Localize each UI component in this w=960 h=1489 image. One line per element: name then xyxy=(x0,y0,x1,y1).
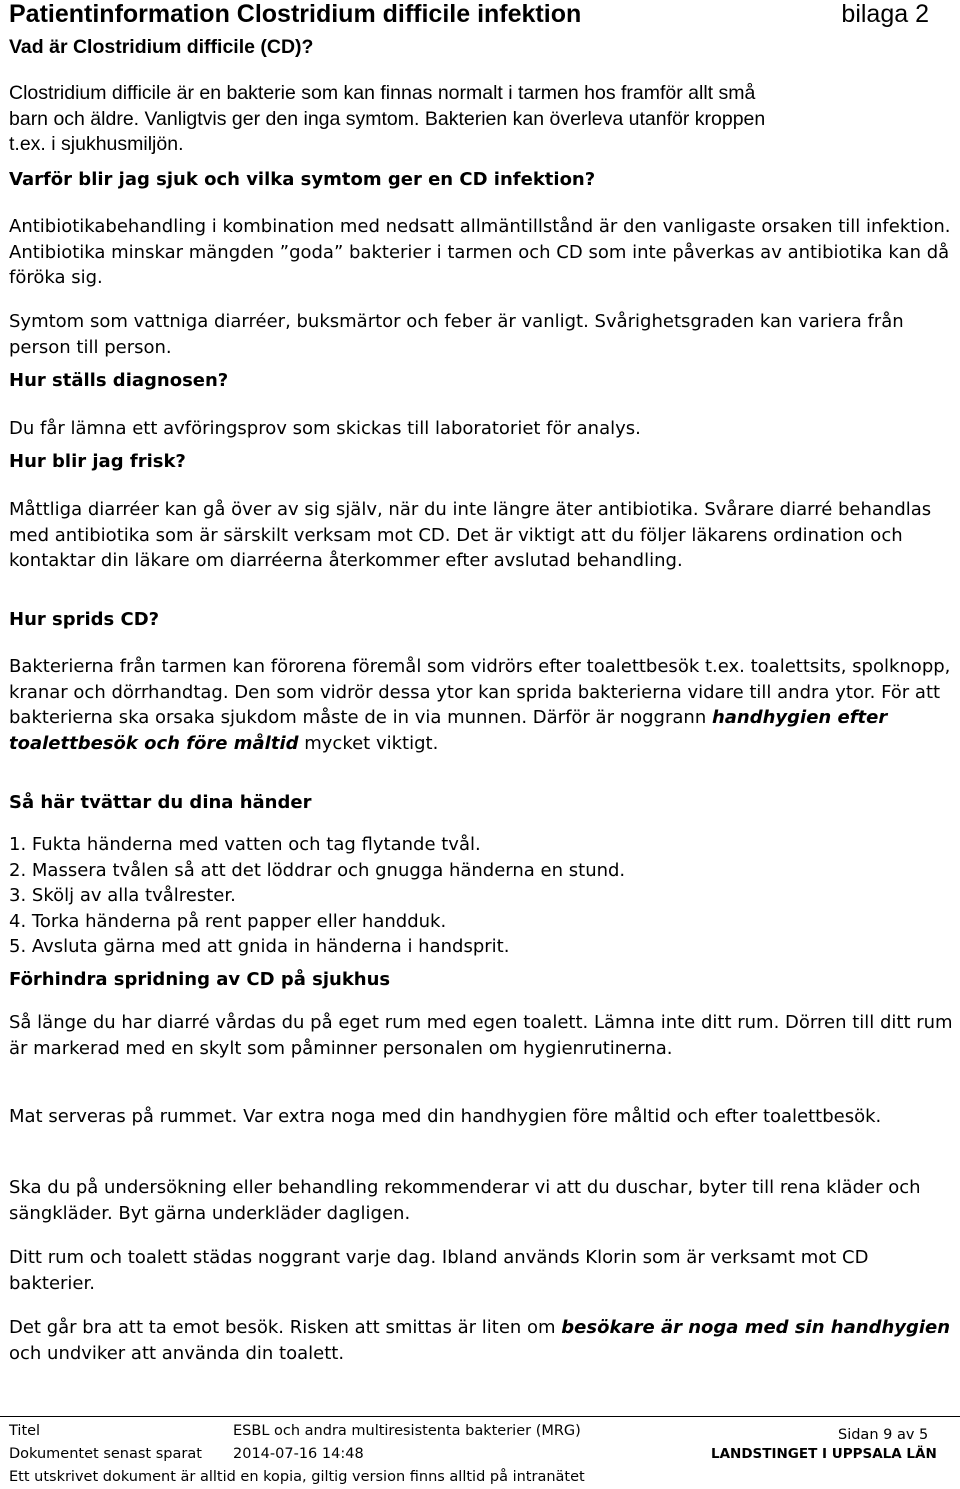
paragraph-line: barn och äldre. Vanligtvis ger den inga symtom. Bakterien kan överleva utanför kroppen xyxy=(9,107,766,130)
list-item: 3. Skölj av alla tvålrester. xyxy=(9,885,236,906)
paragraph-causes: Antibiotikabehandling i kombination med nedsatt allmäntillstånd är den vanligaste orsaken till infektion. Antibiotika minskar mängden ”goda” bakterier i tarmen och CD som inte påverkas av antibiotika kan då föröka sig. xyxy=(9,216,951,288)
attachment-label: bilaga 2 xyxy=(841,0,929,28)
list-item: 2. Massera tvålen så att det löddrar och gnugga händerna en stund. xyxy=(9,859,626,881)
footer-saved-label: Dokumentet senast sparat xyxy=(9,1446,202,1462)
paragraph-recovery: Måttliga diarréer kan gå över av sig själv, när du inte längre äter antibiotika. Svårare diarré behandlas med antibiotika som är särskilt verksam mot CD. Det är viktigt att du följer läkarens ordination och kontaktar din läkare om diarréerna återkommer efter avslutad behandling. xyxy=(9,499,932,571)
list-item: 5. Avsluta gärna med att gnida in händerna i handsprit. xyxy=(9,936,510,957)
handwash-steps xyxy=(9,832,625,960)
heading-why-sick: Varför blir jag sjuk och vilka symtom ger en CD infektion? xyxy=(9,169,596,190)
paragraph-line: Clostridium difficile är en bakterie som kan finnas normalt i tarmen hos framför allt små xyxy=(9,82,756,104)
heading-what-is-cd: Vad är Clostridium difficile (CD)? xyxy=(9,36,314,58)
paragraph-visitors xyxy=(9,1315,954,1366)
paragraph-cleaning: Ditt rum och toalett städas noggrant varje dag. Ibland används Klorin som är verksamt mot CD bakterier. xyxy=(9,1247,869,1294)
footer-saved-value: 2014-07-16 14:48 xyxy=(233,1446,364,1462)
heading-prevent-spread: Förhindra spridning av CD på sjukhus xyxy=(9,969,391,990)
list-item: 1. Fukta händerna med vatten och tag flytande tvål. xyxy=(9,834,481,855)
spread-text: Bakterierna från tarmen kan förorena föremål som vidrörs efter toalettbesök t.ex. toalettsits, spolknopp, kranar och dörrhandtag. Den som vidrör dessa ytor kan sprida bakterierna vidare till andra ytor. För att bakterierna ska orsaka sjukdom måste de in via munnen. Därför är noggrann xyxy=(9,656,951,728)
list-item: 4. Torka händerna på rent papper eller handduk. xyxy=(9,910,447,932)
footer-title-value: ESBL och andra multiresistenta bakterier (MRG) xyxy=(233,1423,581,1439)
visitors-text-end: och undviker att använda din toalett. xyxy=(9,1342,345,1364)
paragraph-spread xyxy=(9,654,954,756)
heading-diagnosis: Hur ställs diagnosen? xyxy=(9,370,229,391)
paragraph-diagnosis: Du får lämna ett avföringsprov som skickas till laboratoriet för analys. xyxy=(9,418,641,439)
footer-page-number: Sidan 9 av 5 xyxy=(838,1427,929,1443)
spread-emphasis: handhygien efter toalettbesök och före måltid xyxy=(9,707,888,754)
footer-disclaimer: Ett utskrivet dokument är alltid en kopia, giltig version finns alltid på intranätet xyxy=(9,1469,585,1485)
visitors-emphasis: besökare är noga med sin handhygien xyxy=(561,1317,951,1338)
paragraph-line: t.ex. i sjukhusmiljön. xyxy=(9,133,184,155)
paragraph-isolation: Så länge du har diarré vårdas du på eget rum med egen toalett. Lämna inte ditt rum. Dörren till ditt rum är markerad med en skylt som påminner personalen om hygienrutinerna. xyxy=(9,1012,953,1059)
footer-organization: LANDSTINGET I UPPSALA LÄN xyxy=(711,1446,937,1462)
paragraph-meals: Mat serveras på rummet. Var extra noga med din handhygien före måltid och efter toalettbesök. xyxy=(9,1106,882,1127)
footer-divider xyxy=(0,1416,960,1417)
document-title: Patientinformation Clostridium difficile infektion xyxy=(9,0,582,28)
visitors-text: Det går bra att ta emot besök. Risken att smittas är liten om xyxy=(9,1317,562,1338)
document-header xyxy=(9,0,929,32)
heading-spread: Hur sprids CD? xyxy=(9,609,160,630)
spread-text-end: mycket viktigt. xyxy=(298,732,439,754)
heading-handwash: Så här tvättar du dina händer xyxy=(9,792,312,813)
footer-title-label: Titel xyxy=(9,1423,41,1439)
heading-recovery: Hur blir jag frisk? xyxy=(9,451,186,472)
paragraph-what-is-cd xyxy=(9,81,949,158)
paragraph-examination: Ska du på undersökning eller behandling rekommenderar vi att du duschar, byter till rena kläder och sängkläder. Byt gärna underkläder dagligen. xyxy=(9,1177,921,1224)
paragraph-symptoms: Symtom som vattniga diarréer, buksmärtor och feber är vanligt. Svårighetsgraden kan variera från person till person. xyxy=(9,311,904,358)
